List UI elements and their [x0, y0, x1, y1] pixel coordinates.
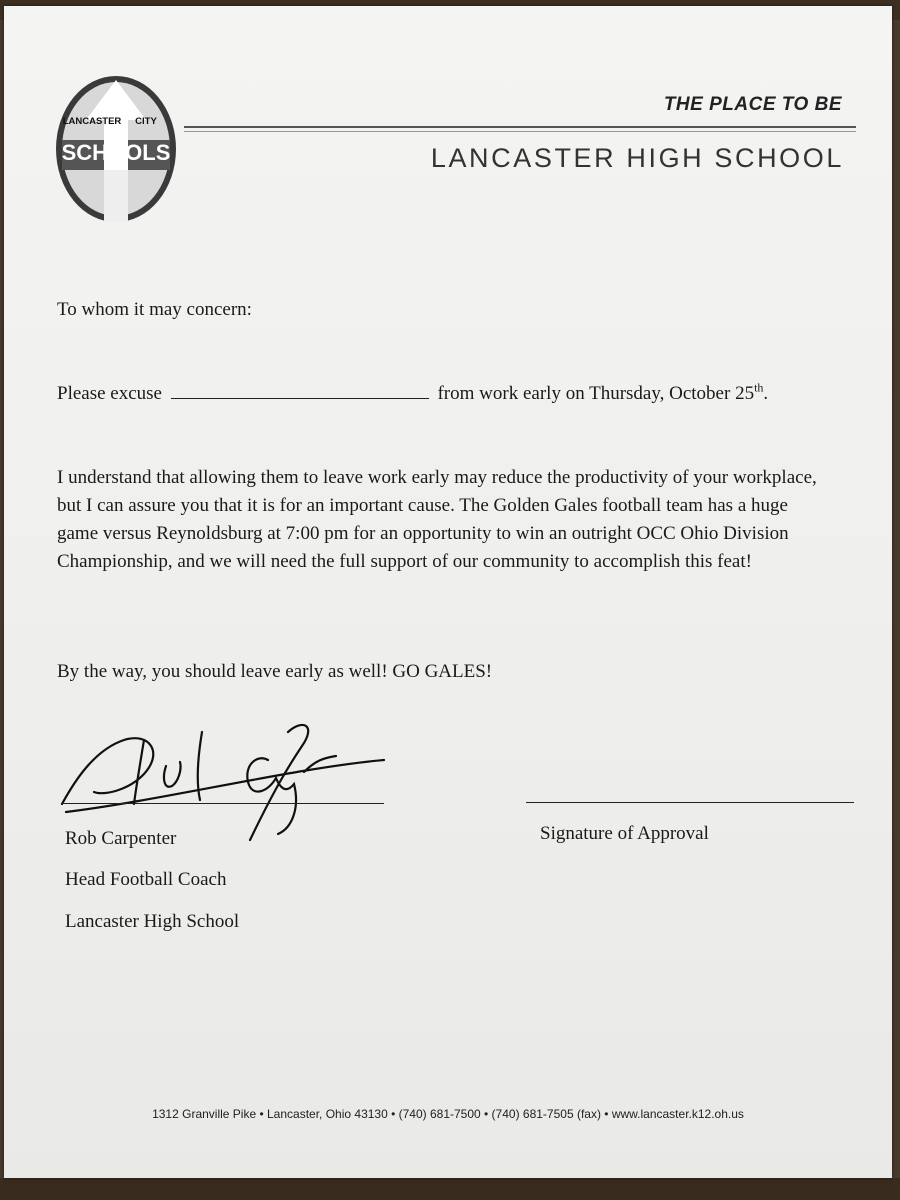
lancaster-city-schools-logo: [54, 74, 178, 224]
approval-label: Signature of Approval: [540, 823, 709, 844]
signer-school: Lancaster High School: [65, 911, 240, 932]
approval-signature-line: [526, 802, 854, 803]
signer-name: Rob Carpenter: [65, 828, 177, 849]
logo-emblem-icon: [54, 74, 178, 224]
header-school-name: LANCASTER HIGH SCHOOL: [430, 143, 844, 173]
excuse-prefix: Please excuse: [57, 383, 162, 404]
header-tagline: THE PLACE TO BE: [663, 94, 842, 115]
logo-text-schools: SCHOOLS: [61, 140, 171, 165]
logo-text-lancaster: LANCASTER: [62, 116, 122, 127]
excuse-date-superscript: th: [754, 380, 764, 395]
excuse-period: .: [763, 383, 769, 404]
signer-title: Head Football Coach: [65, 869, 227, 890]
table-background-bottom: [0, 1178, 900, 1200]
excuse-suffix: from work early on Thursday, October 25: [437, 383, 755, 404]
letter-body: I understand that allowing them to leave work early may reduce the productivity of your workplace, but I can assure you that it is for an important cause. The Golden Gales football team has a huge game versus Reynoldsburg at 7:00 pm for an opportunity to win an outright OCC Ohio Division Championship, and we will need the full support of our community to accomplish this feat!: [57, 467, 817, 572]
letter-greeting: To whom it may concern:: [57, 299, 252, 320]
letter-closing: By the way, you should leave early as well! GO GALES!: [57, 661, 493, 682]
header-divider-thin: [184, 131, 856, 132]
header-divider: [184, 126, 856, 128]
employee-name-blank: [171, 380, 429, 399]
letter-page: [4, 6, 892, 1178]
coach-signature-line: [62, 803, 384, 804]
logo-text-city: CITY: [135, 116, 157, 127]
excuse-sentence: [57, 380, 768, 408]
footer-contact-info: 1312 Granville Pike • Lancaster, Ohio 43130 • (740) 681-7500 • (740) 681-7505 (fax) • www.lancaster.k12.oh.us: [152, 1107, 744, 1121]
